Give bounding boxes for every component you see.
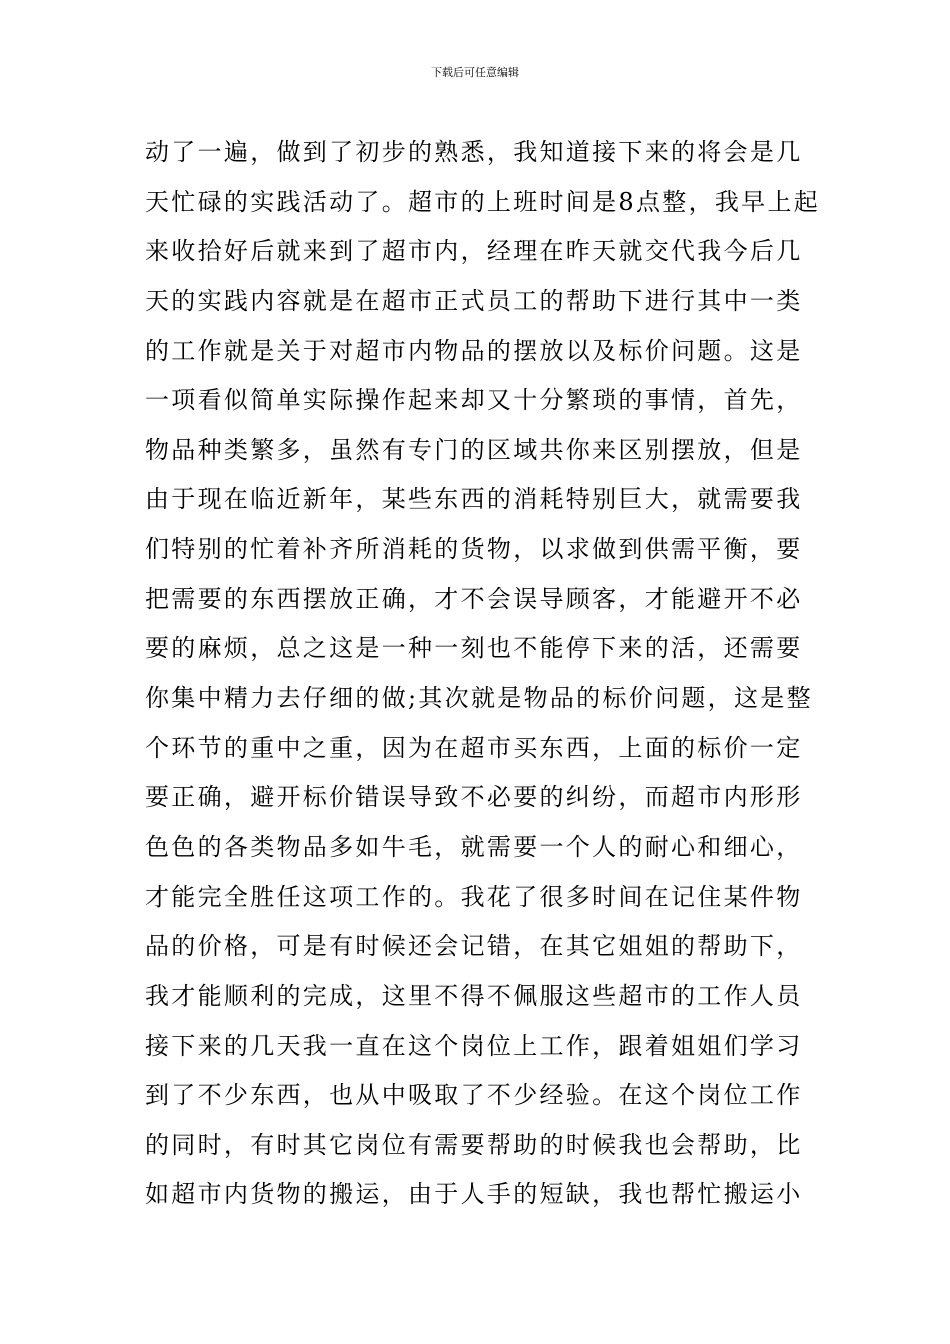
text-line: 要的麻烦，总之这是一种一刻也不能停下来的活，还需要 bbox=[145, 634, 803, 663]
text-line: 你集中精力去仔细的做;其次就是物品的标价问题，这是整 bbox=[145, 684, 813, 713]
text-line: 物品种类繁多，虽然有专门的区域共你来区别摆放，但是 bbox=[145, 435, 803, 464]
text-line: 要正确，避开标价错误导致不必要的纠纷，而超市内形形 bbox=[145, 783, 803, 812]
text-line: 如超市内货物的搬运，由于人手的短缺，我也帮忙搬运小 bbox=[145, 1180, 803, 1209]
body-text bbox=[145, 128, 821, 1220]
text-line: 天忙碌的实践活动了。超市的上班时间是8点整，我早上起 bbox=[145, 187, 821, 216]
text-line: 的同时，有时其它岗位有需要帮助的时候我也会帮助，比 bbox=[145, 1130, 803, 1159]
text-line: 天的实践内容就是在超市正式员工的帮助下进行其中一类 bbox=[145, 286, 803, 315]
text-line: 个环节的重中之重，因为在超市买东西，上面的标价一定 bbox=[145, 733, 803, 762]
text-line: 接下来的几天我一直在这个岗位上工作，跟着姐姐们学习 bbox=[145, 1031, 803, 1060]
text-line: 我才能顺利的完成，这里不得不佩服这些超市的工作人员 bbox=[145, 981, 803, 1010]
text-line: 才能完全胜任这项工作的。我花了很多时间在记住某件物 bbox=[145, 882, 803, 911]
text-line: 到了不少东西，也从中吸取了不少经验。在这个岗位工作 bbox=[145, 1081, 803, 1110]
text-line: 品的价格，可是有时候还会记错，在其它姐姐的帮助下， bbox=[145, 932, 803, 961]
text-line: 由于现在临近新年，某些东西的消耗特别巨大，就需要我 bbox=[145, 485, 803, 514]
text-line: 色色的各类物品多如牛毛，就需要一个人的耐心和细心， bbox=[145, 832, 803, 861]
text-line: 把需要的东西摆放正确，才不会误导顾客，才能避开不必 bbox=[145, 584, 803, 613]
text-line: 一项看似简单实际操作起来却又十分繁琐的事情，首先， bbox=[145, 386, 803, 415]
page-header: 下载后可任意编辑 bbox=[431, 66, 519, 79]
text-line: 的工作就是关于对超市内物品的摆放以及标价问题。这是 bbox=[145, 336, 803, 365]
text-line: 动了一遍，做到了初步的熟悉，我知道接下来的将会是几 bbox=[145, 138, 803, 166]
text-line: 来收拾好后就来到了超市内，经理在昨天就交代我今后几 bbox=[145, 237, 803, 266]
text-line: 们特别的忙着补齐所消耗的货物，以求做到供需平衡，要 bbox=[145, 535, 803, 564]
